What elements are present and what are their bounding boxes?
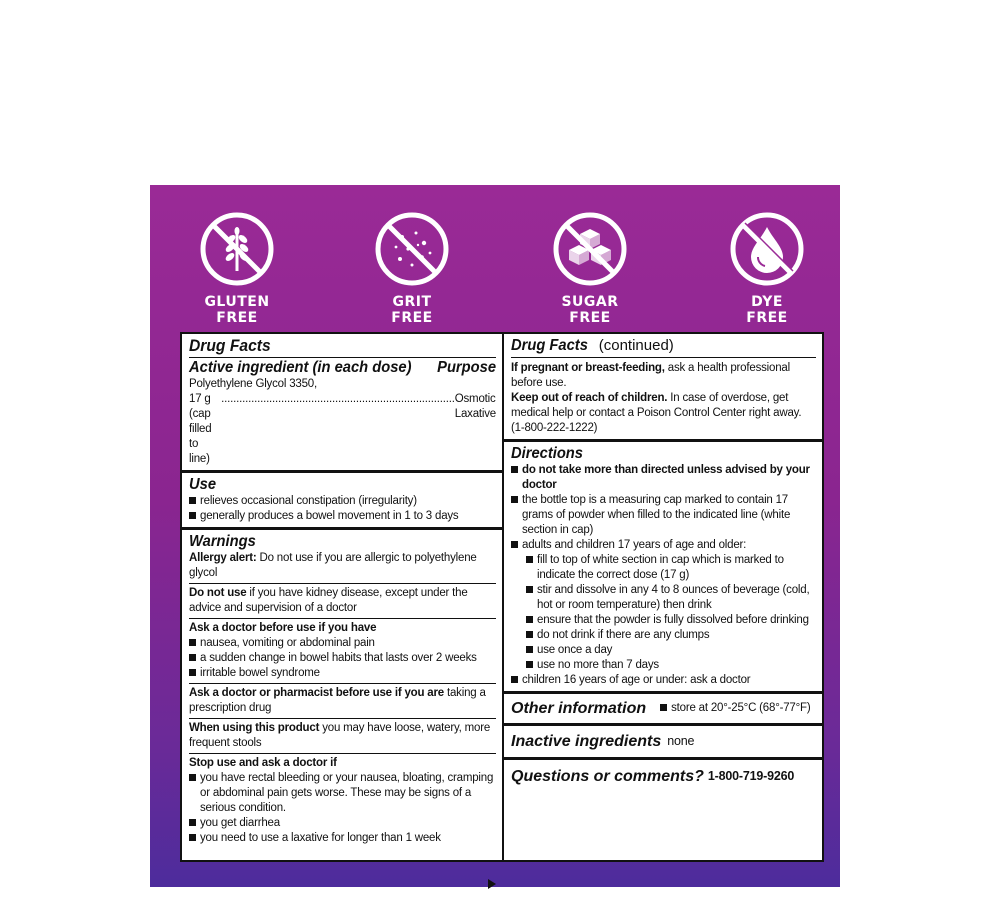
- questions-phone: 1-800-719-9260: [707, 769, 795, 783]
- stop-use-heading: Stop use and ask a doctor if: [189, 757, 337, 769]
- ask-doctor-item: nausea, vomiting or abdominal pain: [189, 636, 496, 651]
- other-information-section: [504, 694, 822, 726]
- direction-subitem: ensure that the powder is fully dissolved before drinking: [511, 613, 816, 628]
- direction-subitem: use no more than 7 days: [511, 658, 816, 673]
- ask-doctor-heading: Ask a doctor before use if you have: [189, 622, 377, 634]
- pregnancy-section: [504, 334, 822, 442]
- direction-item: the bottle top is a measuring cap marked to contain 17 grams of powder when filled to the indicated line (white section in cap): [511, 493, 816, 538]
- ingredient-name: Polyethylene Glycol 3350,: [189, 378, 317, 390]
- stop-use-item: you need to use a laxative for longer than 1 week: [189, 831, 496, 846]
- questions-heading: Questions or comments?: [511, 768, 704, 785]
- stop-use-item: you get diarrhea: [189, 816, 496, 831]
- free-badges: [150, 185, 840, 325]
- badge-gluten-free: [167, 209, 307, 326]
- ask-doctor-block: [189, 619, 496, 684]
- storage-info: store at 20°-25°C (68°-77°F): [660, 701, 810, 716]
- directions-section: [504, 442, 822, 694]
- inactive-ingredients-section: [504, 726, 822, 760]
- badge-line2: FREE: [216, 310, 258, 326]
- badge-line1: GLUTEN: [204, 294, 270, 310]
- drug-facts-right: [502, 332, 824, 862]
- ask-pharmacist: Ask a doctor or pharmacist before use if you are taking a prescription drug: [189, 684, 496, 719]
- keep-out-of-reach: Keep out of reach of children. In case of overdose, get medical help or contact a Poison Control Center right away. (1-800-222-1222): [511, 392, 802, 434]
- pregnant-warning: If pregnant or breast-feeding, ask a health professional before use.: [511, 362, 790, 389]
- direction-subitem: use once a day: [511, 643, 816, 658]
- badge-line2: FREE: [391, 310, 433, 326]
- direction-item: children 16 years of age or under: ask a doctor: [511, 673, 816, 688]
- active-ingredient-section: [182, 334, 502, 473]
- other-info-heading: Other information: [511, 700, 647, 717]
- drop-crossed-icon: [727, 209, 807, 289]
- drug-facts-continued-title: Drug Facts: [511, 337, 588, 354]
- do-not-use: Do not use if you have kidney disease, except under the advice and supervision of a doctor: [189, 584, 496, 619]
- continue-arrow-icon: [488, 879, 496, 889]
- inactive-heading: Inactive ingredients: [511, 733, 662, 750]
- stop-use-item: you have rectal bleeding or your nausea, bloating, cramping or abdominal pain gets worse. These may be signs of a serious condition.: [189, 771, 496, 816]
- directions-heading: Directions: [511, 445, 583, 462]
- questions-section: [504, 760, 822, 791]
- active-ingredient-heading: Active ingredient (in each dose): [189, 359, 412, 376]
- sugar-cubes-crossed-icon: [550, 209, 630, 289]
- warnings-section: [182, 530, 502, 896]
- badge-line2: FREE: [569, 310, 611, 326]
- ingredient-purpose: Osmotic Laxative: [454, 393, 496, 420]
- drug-facts-left: [180, 332, 504, 862]
- allergy-alert: Allergy alert: Do not use if you are allergic to polyethylene glycol: [189, 551, 496, 584]
- use-section: [182, 473, 502, 530]
- purpose-heading: Purpose: [437, 359, 496, 376]
- use-item: relieves occasional constipation (irregularity): [189, 494, 496, 509]
- badge-label: [167, 294, 307, 326]
- badge-label: [697, 294, 837, 326]
- direction-subitem: stir and dissolve in any 4 to 8 ounces of beverage (cold, hot or room temperature) then drink: [511, 583, 816, 613]
- badge-grit-free: [342, 209, 482, 326]
- use-heading: Use: [189, 476, 217, 493]
- use-item: generally produces a bowel movement in 1 to 3 days: [189, 509, 496, 524]
- ingredient-dose-row: [189, 392, 496, 467]
- badge-sugar-free: [520, 209, 660, 326]
- ingredient-dose: 17 g (cap filled to line): [189, 393, 212, 465]
- badge-line1: DYE: [751, 294, 783, 310]
- direction-subitem: do not drink if there are any clumps: [511, 628, 816, 643]
- warnings-heading: Warnings: [189, 533, 256, 550]
- badge-label: [342, 294, 482, 326]
- direction-item: adults and children 17 years of age and older:: [511, 538, 816, 553]
- badge-line1: GRIT: [392, 294, 432, 310]
- product-panel: [150, 185, 840, 887]
- leader-dots: ..............................................................................: [221, 393, 455, 405]
- inactive-value: none: [667, 734, 695, 748]
- badge-label: [520, 294, 660, 326]
- continued-label: (continued): [594, 337, 674, 354]
- grit-crossed-icon: [372, 209, 452, 289]
- badge-line1: SUGAR: [561, 294, 619, 310]
- direction-item: do not take more than directed unless advised by your doctor: [511, 463, 816, 493]
- badge-dye-free: [697, 209, 837, 326]
- ask-doctor-item: a sudden change in bowel habits that lasts over 2 weeks: [189, 651, 496, 666]
- direction-subitem: fill to top of white section in cap which is marked to indicate the correct dose (17 g): [511, 553, 816, 583]
- badge-line2: FREE: [746, 310, 788, 326]
- stop-use-block: [189, 754, 496, 848]
- drug-facts-title: Drug Facts: [189, 336, 271, 355]
- ask-doctor-item: irritable bowel syndrome: [189, 666, 496, 681]
- wheat-crossed-icon: [197, 209, 277, 289]
- when-using: When using this product you may have loose, watery, more frequent stools: [189, 719, 496, 754]
